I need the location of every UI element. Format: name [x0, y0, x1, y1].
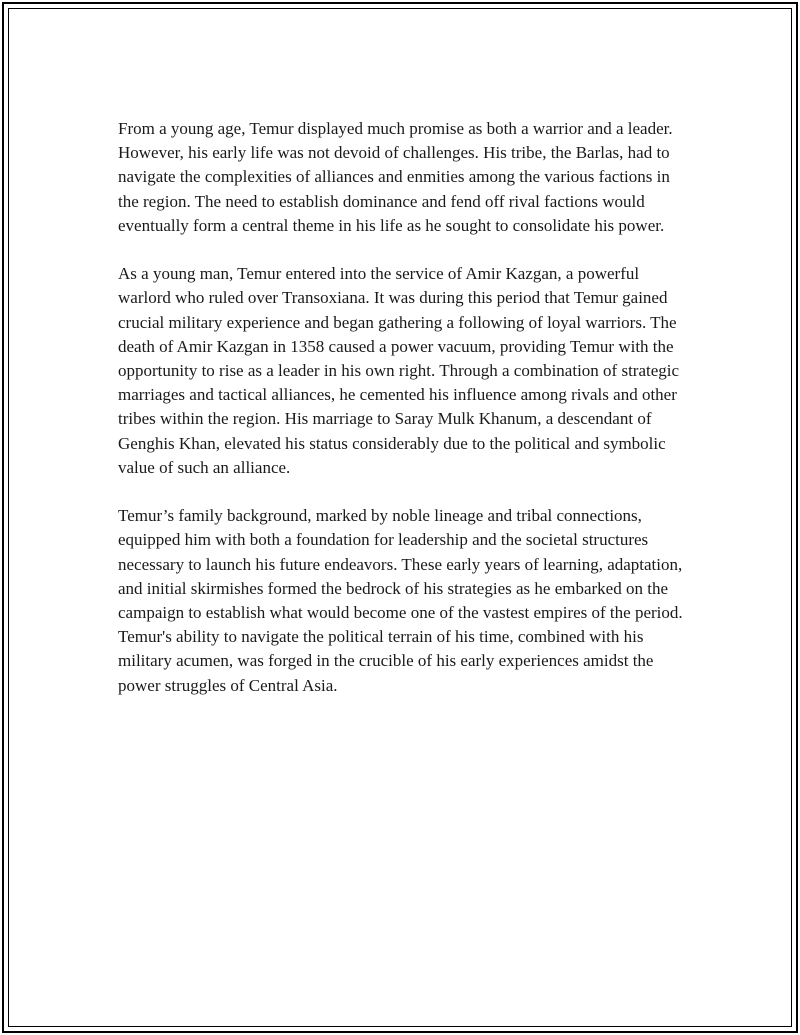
paragraph-early-life: From a young age, Temur displayed much promise as both a warrior and a leader. However, his early life was not devoid of challenges. His tribe, the Barlas, had to navigate the complexities of alliances and enmities among the various factions in the region. The need to establish dominance and fend off rival factions would eventually form a central theme in his life as he sought to consolidate his power.: [118, 119, 673, 235]
paragraph-rise-to-power: As a young man, Temur entered into the service of Amir Kazgan, a powerful warlord who ruled over Transoxiana. It was during this period that Temur gained crucial military experience and began gathering a following of loyal warriors. The death of Amir Kazgan in 1358 caused a power vacuum, providing Temur with the opportunity to rise as a leader in his own right. Through a combination of strategic marriages and tactical alliances, he cemented his influence among rivals and other tribes within the region. His marriage to Saray Mulk Khanum, a descendant of Genghis Khan, elevated his status considerably due to the political and symbolic value of such an alliance.: [118, 264, 680, 477]
paragraph-family-background: Temur’s family background, marked by noble lineage and tribal connections, equipped him with both a foundation for leadership and the societal structures necessary to launch his future endeavors. These early years of learning, adaptation, and initial skirmishes formed the bedrock of his strategies as he embarked on the campaign to establish what would become one of the vastest empires of the period. Temur's ability to navigate the political terrain of his time, combined with his military acumen, was forged in the crucible of his early experiences amidst the power struggles of Central Asia.: [118, 506, 683, 695]
document-body: [118, 117, 690, 722]
